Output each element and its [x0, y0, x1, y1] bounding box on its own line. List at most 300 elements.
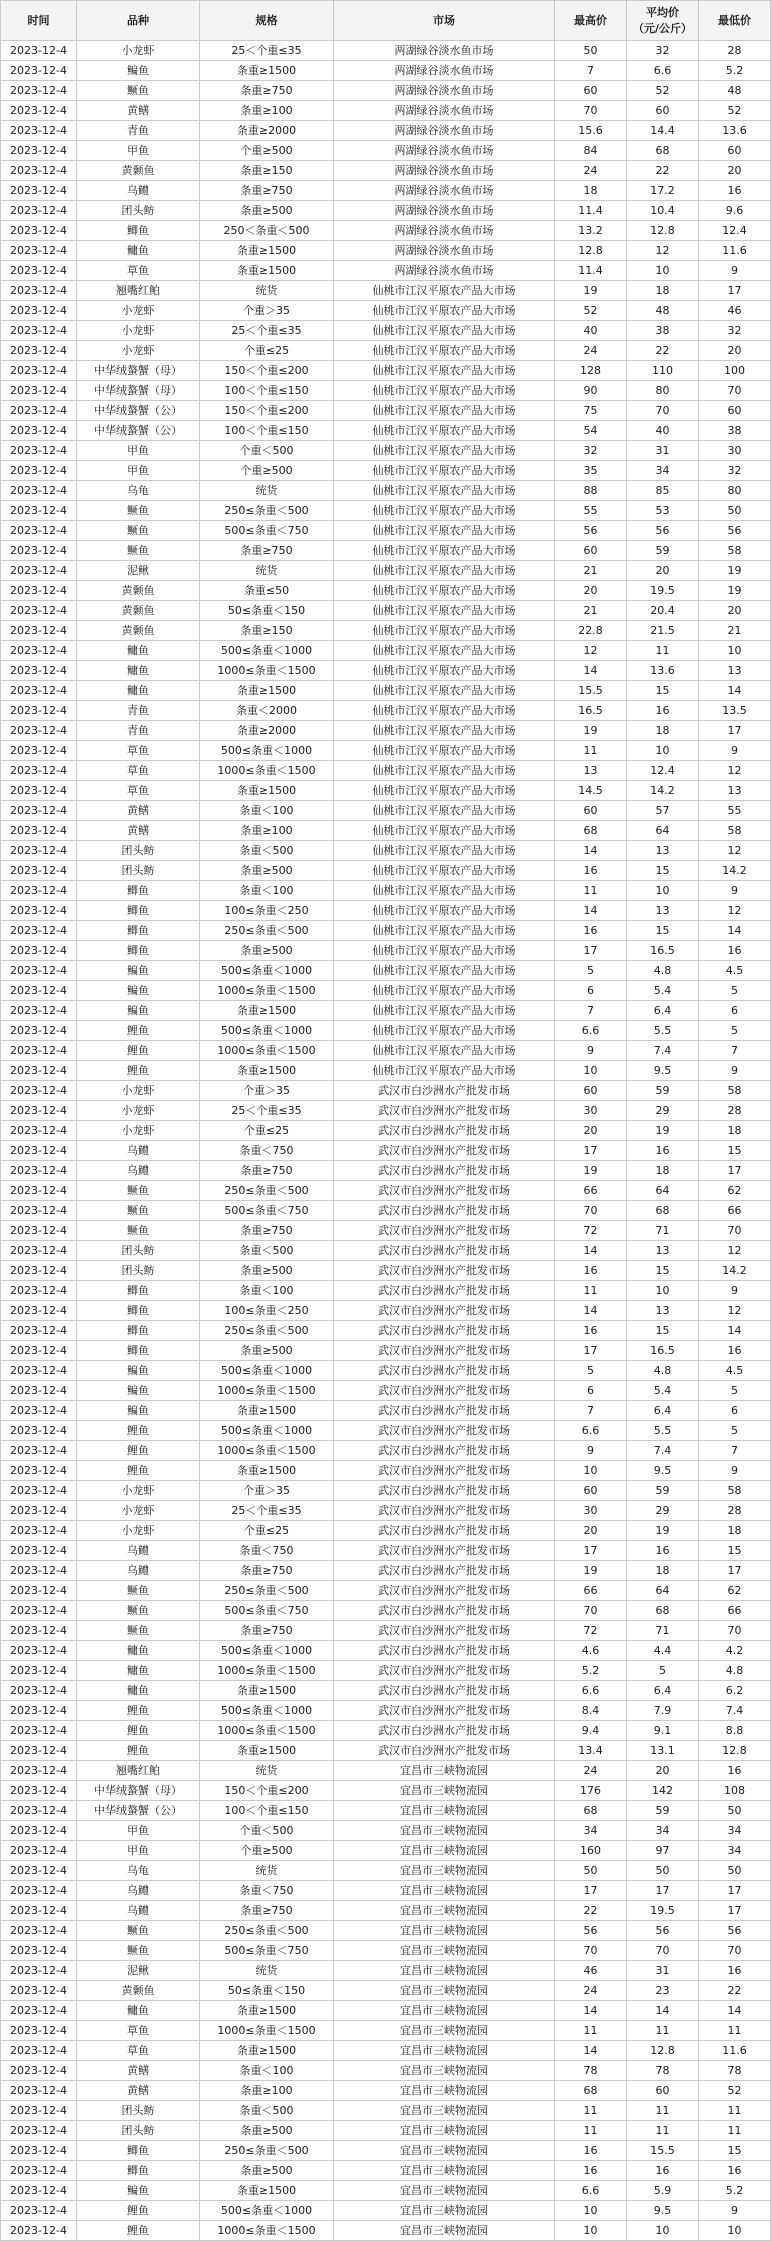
- cell-variety: 鳜鱼: [77, 1921, 200, 1941]
- cell-max-price: 60: [555, 1081, 627, 1101]
- cell-avg-price: 53: [627, 501, 699, 521]
- cell-min-price: 4.5: [699, 961, 771, 981]
- cell-market: 武汉市白沙洲水产批发市场: [334, 1561, 555, 1581]
- cell-max-price: 66: [555, 1181, 627, 1201]
- cell-spec: 500≤条重＜1000: [200, 741, 334, 761]
- cell-spec: 条重≥2000: [200, 121, 334, 141]
- cell-market: 武汉市白沙洲水产批发市场: [334, 1401, 555, 1421]
- cell-avg-price: 71: [627, 1621, 699, 1641]
- cell-min-price: 17: [699, 1901, 771, 1921]
- cell-date: 2023-12-4: [1, 1421, 77, 1441]
- cell-market: 宜昌市三峡物流园: [334, 2081, 555, 2101]
- cell-max-price: 70: [555, 1941, 627, 1961]
- cell-min-price: 19: [699, 581, 771, 601]
- cell-variety: 鳊鱼: [77, 1361, 200, 1381]
- cell-date: 2023-12-4: [1, 1081, 77, 1101]
- cell-max-price: 24: [555, 161, 627, 181]
- cell-avg-price: 15: [627, 1321, 699, 1341]
- cell-min-price: 12: [699, 841, 771, 861]
- cell-max-price: 9: [555, 1441, 627, 1461]
- cell-date: 2023-12-4: [1, 181, 77, 201]
- cell-market: 宜昌市三峡物流园: [334, 1861, 555, 1881]
- table-row: [1, 321, 771, 341]
- cell-date: 2023-12-4: [1, 881, 77, 901]
- cell-max-price: 21: [555, 561, 627, 581]
- cell-avg-price: 15: [627, 1261, 699, 1281]
- cell-date: 2023-12-4: [1, 161, 77, 181]
- cell-avg-price: 9.5: [627, 1461, 699, 1481]
- cell-variety: 中华绒螯蟹（母）: [77, 381, 200, 401]
- cell-max-price: 20: [555, 1121, 627, 1141]
- cell-date: 2023-12-4: [1, 121, 77, 141]
- cell-spec: 条重≥500: [200, 201, 334, 221]
- cell-variety: 鳙鱼: [77, 1661, 200, 1681]
- cell-market: 仙桃市江汉平原农产品大市场: [334, 1041, 555, 1061]
- header-avg-price: [627, 1, 699, 41]
- cell-spec: 条重≥750: [200, 1901, 334, 1921]
- cell-max-price: 15.5: [555, 681, 627, 701]
- cell-market: 宜昌市三峡物流园: [334, 2201, 555, 2221]
- table-row: [1, 2201, 771, 2221]
- cell-market: 两湖绿谷淡水鱼市场: [334, 121, 555, 141]
- cell-variety: 草鱼: [77, 741, 200, 761]
- cell-spec: 条重＜100: [200, 801, 334, 821]
- cell-avg-price: 19: [627, 1521, 699, 1541]
- cell-spec: 统货: [200, 1961, 334, 1981]
- cell-market: 仙桃市江汉平原农产品大市场: [334, 361, 555, 381]
- table-row: [1, 1041, 771, 1061]
- cell-variety: 中华绒螯蟹（公）: [77, 401, 200, 421]
- cell-variety: 团头鲂: [77, 1241, 200, 1261]
- cell-min-price: 34: [699, 1841, 771, 1861]
- cell-market: 宜昌市三峡物流园: [334, 1981, 555, 2001]
- cell-min-price: 4.5: [699, 1361, 771, 1381]
- cell-avg-price: 20: [627, 561, 699, 581]
- cell-market: 两湖绿谷淡水鱼市场: [334, 221, 555, 241]
- cell-spec: 个重≤25: [200, 1521, 334, 1541]
- cell-spec: 条重≥1500: [200, 2001, 334, 2021]
- cell-avg-price: 19: [627, 1121, 699, 1141]
- cell-date: 2023-12-4: [1, 1901, 77, 1921]
- cell-date: 2023-12-4: [1, 1501, 77, 1521]
- cell-min-price: 16: [699, 181, 771, 201]
- cell-spec: 条重≥500: [200, 941, 334, 961]
- cell-spec: 250≤条重＜500: [200, 1321, 334, 1341]
- cell-market: 仙桃市江汉平原农产品大市场: [334, 801, 555, 821]
- cell-avg-price: 15.5: [627, 2141, 699, 2161]
- cell-min-price: 58: [699, 541, 771, 561]
- cell-date: 2023-12-4: [1, 1601, 77, 1621]
- cell-spec: 条重≥750: [200, 1561, 334, 1581]
- cell-variety: 鲤鱼: [77, 1721, 200, 1741]
- cell-date: 2023-12-4: [1, 921, 77, 941]
- cell-variety: 黄颡鱼: [77, 1981, 200, 2001]
- cell-max-price: 90: [555, 381, 627, 401]
- table-row: [1, 1541, 771, 1561]
- cell-max-price: 6.6: [555, 1681, 627, 1701]
- cell-min-price: 14: [699, 681, 771, 701]
- cell-date: 2023-12-4: [1, 381, 77, 401]
- cell-spec: 500≤条重＜750: [200, 1201, 334, 1221]
- cell-market: 武汉市白沙洲水产批发市场: [334, 1701, 555, 1721]
- table-row: [1, 2061, 771, 2081]
- cell-market: 仙桃市江汉平原农产品大市场: [334, 641, 555, 661]
- cell-variety: 黄颡鱼: [77, 621, 200, 641]
- cell-date: 2023-12-4: [1, 1541, 77, 1561]
- cell-max-price: 24: [555, 1981, 627, 2001]
- cell-market: 仙桃市江汉平原农产品大市场: [334, 541, 555, 561]
- table-row: [1, 1741, 771, 1761]
- cell-max-price: 11: [555, 1281, 627, 1301]
- cell-avg-price: 23: [627, 1981, 699, 2001]
- cell-min-price: 78: [699, 2061, 771, 2081]
- cell-avg-price: 5: [627, 1661, 699, 1681]
- cell-max-price: 19: [555, 1161, 627, 1181]
- table-row: [1, 1601, 771, 1621]
- cell-date: 2023-12-4: [1, 1381, 77, 1401]
- cell-max-price: 40: [555, 321, 627, 341]
- cell-market: 仙桃市江汉平原农产品大市场: [334, 401, 555, 421]
- cell-min-price: 12: [699, 901, 771, 921]
- cell-market: 宜昌市三峡物流园: [334, 1961, 555, 1981]
- table-row: [1, 261, 771, 281]
- cell-date: 2023-12-4: [1, 861, 77, 881]
- cell-spec: 25＜个重≤35: [200, 1501, 334, 1521]
- cell-min-price: 14: [699, 921, 771, 941]
- cell-avg-price: 10: [627, 2221, 699, 2241]
- cell-avg-price: 68: [627, 141, 699, 161]
- cell-market: 宜昌市三峡物流园: [334, 1941, 555, 1961]
- cell-variety: 鲫鱼: [77, 941, 200, 961]
- table-row: [1, 1981, 771, 2001]
- cell-min-price: 11: [699, 2101, 771, 2121]
- cell-avg-price: 11: [627, 2101, 699, 2121]
- cell-market: 武汉市白沙洲水产批发市场: [334, 1441, 555, 1461]
- cell-variety: 鲤鱼: [77, 1461, 200, 1481]
- cell-max-price: 22.8: [555, 621, 627, 641]
- cell-variety: 鳜鱼: [77, 521, 200, 541]
- table-row: [1, 601, 771, 621]
- cell-variety: 小龙虾: [77, 301, 200, 321]
- cell-spec: 500≤条重＜1000: [200, 1701, 334, 1721]
- cell-date: 2023-12-4: [1, 2161, 77, 2181]
- cell-date: 2023-12-4: [1, 1221, 77, 1241]
- table-row: [1, 141, 771, 161]
- cell-variety: 小龙虾: [77, 1521, 200, 1541]
- cell-market: 武汉市白沙洲水产批发市场: [334, 1261, 555, 1281]
- cell-spec: 500≤条重＜1000: [200, 641, 334, 661]
- cell-date: 2023-12-4: [1, 1181, 77, 1201]
- cell-variety: 鲫鱼: [77, 881, 200, 901]
- cell-spec: 1000≤条重＜1500: [200, 661, 334, 681]
- cell-min-price: 58: [699, 821, 771, 841]
- cell-market: 仙桃市江汉平原农产品大市场: [334, 381, 555, 401]
- cell-avg-price: 12.8: [627, 221, 699, 241]
- cell-market: 武汉市白沙洲水产批发市场: [334, 1581, 555, 1601]
- cell-market: 武汉市白沙洲水产批发市场: [334, 1321, 555, 1341]
- cell-avg-price: 56: [627, 1921, 699, 1941]
- cell-date: 2023-12-4: [1, 741, 77, 761]
- cell-spec: 条重＜100: [200, 881, 334, 901]
- cell-variety: 鳜鱼: [77, 1581, 200, 1601]
- cell-min-price: 50: [699, 501, 771, 521]
- cell-avg-price: 16: [627, 1141, 699, 1161]
- table-row: [1, 221, 771, 241]
- cell-variety: 鲤鱼: [77, 2201, 200, 2221]
- cell-min-price: 14: [699, 2001, 771, 2021]
- cell-avg-price: 16: [627, 1541, 699, 1561]
- cell-min-price: 17: [699, 721, 771, 741]
- cell-max-price: 88: [555, 481, 627, 501]
- cell-market: 仙桃市江汉平原农产品大市场: [334, 481, 555, 501]
- cell-min-price: 16: [699, 941, 771, 961]
- cell-avg-price: 59: [627, 1481, 699, 1501]
- cell-date: 2023-12-4: [1, 621, 77, 641]
- table-row: [1, 561, 771, 581]
- cell-max-price: 16: [555, 2161, 627, 2181]
- cell-variety: 鲤鱼: [77, 1021, 200, 1041]
- cell-min-price: 15: [699, 1141, 771, 1161]
- cell-max-price: 24: [555, 1761, 627, 1781]
- cell-spec: 个重≥500: [200, 1841, 334, 1861]
- cell-market: 宜昌市三峡物流园: [334, 1901, 555, 1921]
- cell-avg-price: 29: [627, 1101, 699, 1121]
- cell-spec: 25＜个重≤35: [200, 1101, 334, 1121]
- cell-market: 仙桃市江汉平原农产品大市场: [334, 821, 555, 841]
- cell-max-price: 11: [555, 2121, 627, 2141]
- cell-variety: 团头鲂: [77, 2101, 200, 2121]
- cell-market: 宜昌市三峡物流园: [334, 2101, 555, 2121]
- cell-variety: 中华绒螯蟹（公）: [77, 1801, 200, 1821]
- cell-min-price: 9: [699, 261, 771, 281]
- cell-market: 宜昌市三峡物流园: [334, 2041, 555, 2061]
- header-max-price: 最高价: [555, 1, 627, 41]
- cell-min-price: 7.4: [699, 1701, 771, 1721]
- cell-max-price: 70: [555, 101, 627, 121]
- cell-variety: 鳊鱼: [77, 2181, 200, 2201]
- cell-market: 仙桃市江汉平原农产品大市场: [334, 501, 555, 521]
- cell-date: 2023-12-4: [1, 1641, 77, 1661]
- cell-max-price: 14.5: [555, 781, 627, 801]
- cell-avg-price: 38: [627, 321, 699, 341]
- cell-avg-price: 142: [627, 1781, 699, 1801]
- cell-min-price: 66: [699, 1201, 771, 1221]
- table-row: [1, 1761, 771, 1781]
- table-row: [1, 1881, 771, 1901]
- cell-avg-price: 4.8: [627, 1361, 699, 1381]
- cell-avg-price: 59: [627, 1081, 699, 1101]
- cell-max-price: 17: [555, 1541, 627, 1561]
- cell-variety: 团头鲂: [77, 201, 200, 221]
- cell-max-price: 10: [555, 1461, 627, 1481]
- cell-spec: 条重＜100: [200, 2061, 334, 2081]
- cell-max-price: 70: [555, 1201, 627, 1221]
- cell-spec: 1000≤条重＜1500: [200, 1381, 334, 1401]
- cell-avg-price: 19.5: [627, 1901, 699, 1921]
- table-row: [1, 641, 771, 661]
- table-row: [1, 461, 771, 481]
- cell-variety: 小龙虾: [77, 341, 200, 361]
- cell-market: 仙桃市江汉平原农产品大市场: [334, 421, 555, 441]
- table-row: [1, 1801, 771, 1821]
- header-variety: 品种: [77, 1, 200, 41]
- cell-date: 2023-12-4: [1, 1021, 77, 1041]
- cell-market: 仙桃市江汉平原农产品大市场: [334, 341, 555, 361]
- cell-min-price: 6: [699, 1401, 771, 1421]
- table-row: [1, 1321, 771, 1341]
- cell-market: 两湖绿谷淡水鱼市场: [334, 41, 555, 61]
- cell-variety: 甲鱼: [77, 441, 200, 461]
- cell-variety: 黄颡鱼: [77, 601, 200, 621]
- cell-avg-price: 22: [627, 161, 699, 181]
- cell-date: 2023-12-4: [1, 421, 77, 441]
- table-row: [1, 101, 771, 121]
- cell-date: 2023-12-4: [1, 981, 77, 1001]
- cell-variety: 小龙虾: [77, 1501, 200, 1521]
- cell-market: 武汉市白沙洲水产批发市场: [334, 1341, 555, 1361]
- cell-min-price: 10: [699, 2221, 771, 2241]
- cell-variety: 小龙虾: [77, 1081, 200, 1101]
- cell-market: 宜昌市三峡物流园: [334, 2181, 555, 2201]
- cell-min-price: 11: [699, 2121, 771, 2141]
- cell-min-price: 38: [699, 421, 771, 441]
- cell-variety: 乌鳢: [77, 1541, 200, 1561]
- cell-spec: 条重≥1500: [200, 1401, 334, 1421]
- cell-min-price: 55: [699, 801, 771, 821]
- cell-market: 武汉市白沙洲水产批发市场: [334, 1101, 555, 1121]
- cell-date: 2023-12-4: [1, 1281, 77, 1301]
- cell-min-price: 13.5: [699, 701, 771, 721]
- table-row: [1, 1161, 771, 1181]
- cell-date: 2023-12-4: [1, 941, 77, 961]
- cell-market: 仙桃市江汉平原农产品大市场: [334, 861, 555, 881]
- cell-variety: 鳊鱼: [77, 961, 200, 981]
- cell-date: 2023-12-4: [1, 1921, 77, 1941]
- cell-market: 仙桃市江汉平原农产品大市场: [334, 1021, 555, 1041]
- cell-date: 2023-12-4: [1, 1961, 77, 1981]
- cell-avg-price: 13: [627, 1241, 699, 1261]
- cell-min-price: 60: [699, 141, 771, 161]
- table-row: [1, 1841, 771, 1861]
- cell-max-price: 17: [555, 1341, 627, 1361]
- cell-market: 宜昌市三峡物流园: [334, 2061, 555, 2081]
- table-row: [1, 2181, 771, 2201]
- cell-variety: 翘嘴红鲌: [77, 1761, 200, 1781]
- table-row: [1, 1101, 771, 1121]
- cell-spec: 个重＞35: [200, 301, 334, 321]
- cell-spec: 个重≥500: [200, 461, 334, 481]
- cell-max-price: 50: [555, 41, 627, 61]
- table-row: [1, 1421, 771, 1441]
- table-row: [1, 1821, 771, 1841]
- cell-market: 仙桃市江汉平原农产品大市场: [334, 681, 555, 701]
- table-row: [1, 341, 771, 361]
- cell-avg-price: 14: [627, 2001, 699, 2021]
- cell-max-price: 160: [555, 1841, 627, 1861]
- table-row: [1, 841, 771, 861]
- cell-max-price: 24: [555, 341, 627, 361]
- cell-spec: 个重＜500: [200, 441, 334, 461]
- table-row: [1, 381, 771, 401]
- cell-date: 2023-12-4: [1, 1261, 77, 1281]
- cell-min-price: 12.4: [699, 221, 771, 241]
- cell-variety: 鳊鱼: [77, 1401, 200, 1421]
- cell-variety: 小龙虾: [77, 1481, 200, 1501]
- cell-variety: 鳙鱼: [77, 1681, 200, 1701]
- cell-avg-price: 64: [627, 1181, 699, 1201]
- cell-avg-price: 9.5: [627, 1061, 699, 1081]
- table-row: [1, 1261, 771, 1281]
- cell-avg-price: 10: [627, 881, 699, 901]
- cell-date: 2023-12-4: [1, 821, 77, 841]
- cell-min-price: 9: [699, 741, 771, 761]
- table-row: [1, 1441, 771, 1461]
- cell-spec: 25＜个重≤35: [200, 41, 334, 61]
- cell-date: 2023-12-4: [1, 361, 77, 381]
- cell-min-price: 5.2: [699, 61, 771, 81]
- cell-market: 武汉市白沙洲水产批发市场: [334, 1241, 555, 1261]
- cell-min-price: 5: [699, 1421, 771, 1441]
- cell-max-price: 14: [555, 901, 627, 921]
- cell-date: 2023-12-4: [1, 2001, 77, 2021]
- cell-max-price: 13: [555, 761, 627, 781]
- cell-market: 仙桃市江汉平原农产品大市场: [334, 721, 555, 741]
- cell-max-price: 55: [555, 501, 627, 521]
- cell-min-price: 17: [699, 1161, 771, 1181]
- cell-variety: 中华绒螯蟹（母）: [77, 361, 200, 381]
- cell-market: 两湖绿谷淡水鱼市场: [334, 141, 555, 161]
- cell-avg-price: 10.4: [627, 201, 699, 221]
- table-row: [1, 1021, 771, 1041]
- cell-market: 仙桃市江汉平原农产品大市场: [334, 601, 555, 621]
- cell-avg-price: 50: [627, 1861, 699, 1881]
- cell-max-price: 84: [555, 141, 627, 161]
- cell-variety: 团头鲂: [77, 861, 200, 881]
- cell-market: 宜昌市三峡物流园: [334, 1881, 555, 1901]
- cell-variety: 鳙鱼: [77, 2001, 200, 2021]
- table-row: [1, 41, 771, 61]
- table-row: [1, 1721, 771, 1741]
- cell-date: 2023-12-4: [1, 1781, 77, 1801]
- cell-min-price: 108: [699, 1781, 771, 1801]
- table-row: [1, 421, 771, 441]
- cell-spec: 条重≥750: [200, 1621, 334, 1641]
- cell-spec: 500≤条重＜1000: [200, 1361, 334, 1381]
- cell-variety: 鳙鱼: [77, 661, 200, 681]
- cell-spec: 条重≥100: [200, 101, 334, 121]
- cell-avg-price: 16: [627, 701, 699, 721]
- cell-max-price: 60: [555, 801, 627, 821]
- cell-market: 宜昌市三峡物流园: [334, 2001, 555, 2021]
- cell-min-price: 5: [699, 1021, 771, 1041]
- cell-variety: 鳊鱼: [77, 981, 200, 1001]
- cell-max-price: 17: [555, 1881, 627, 1901]
- cell-min-price: 13: [699, 661, 771, 681]
- table-row: [1, 1561, 771, 1581]
- cell-variety: 鲫鱼: [77, 901, 200, 921]
- cell-variety: 黄鳝: [77, 2061, 200, 2081]
- table-row: [1, 2001, 771, 2021]
- cell-avg-price: 70: [627, 1941, 699, 1961]
- cell-avg-price: 13.6: [627, 661, 699, 681]
- cell-spec: 1000≤条重＜1500: [200, 1441, 334, 1461]
- cell-avg-price: 16: [627, 2161, 699, 2181]
- cell-spec: 500≤条重＜750: [200, 521, 334, 541]
- cell-variety: 鳜鱼: [77, 1621, 200, 1641]
- cell-min-price: 17: [699, 281, 771, 301]
- cell-date: 2023-12-4: [1, 201, 77, 221]
- cell-avg-price: 32: [627, 41, 699, 61]
